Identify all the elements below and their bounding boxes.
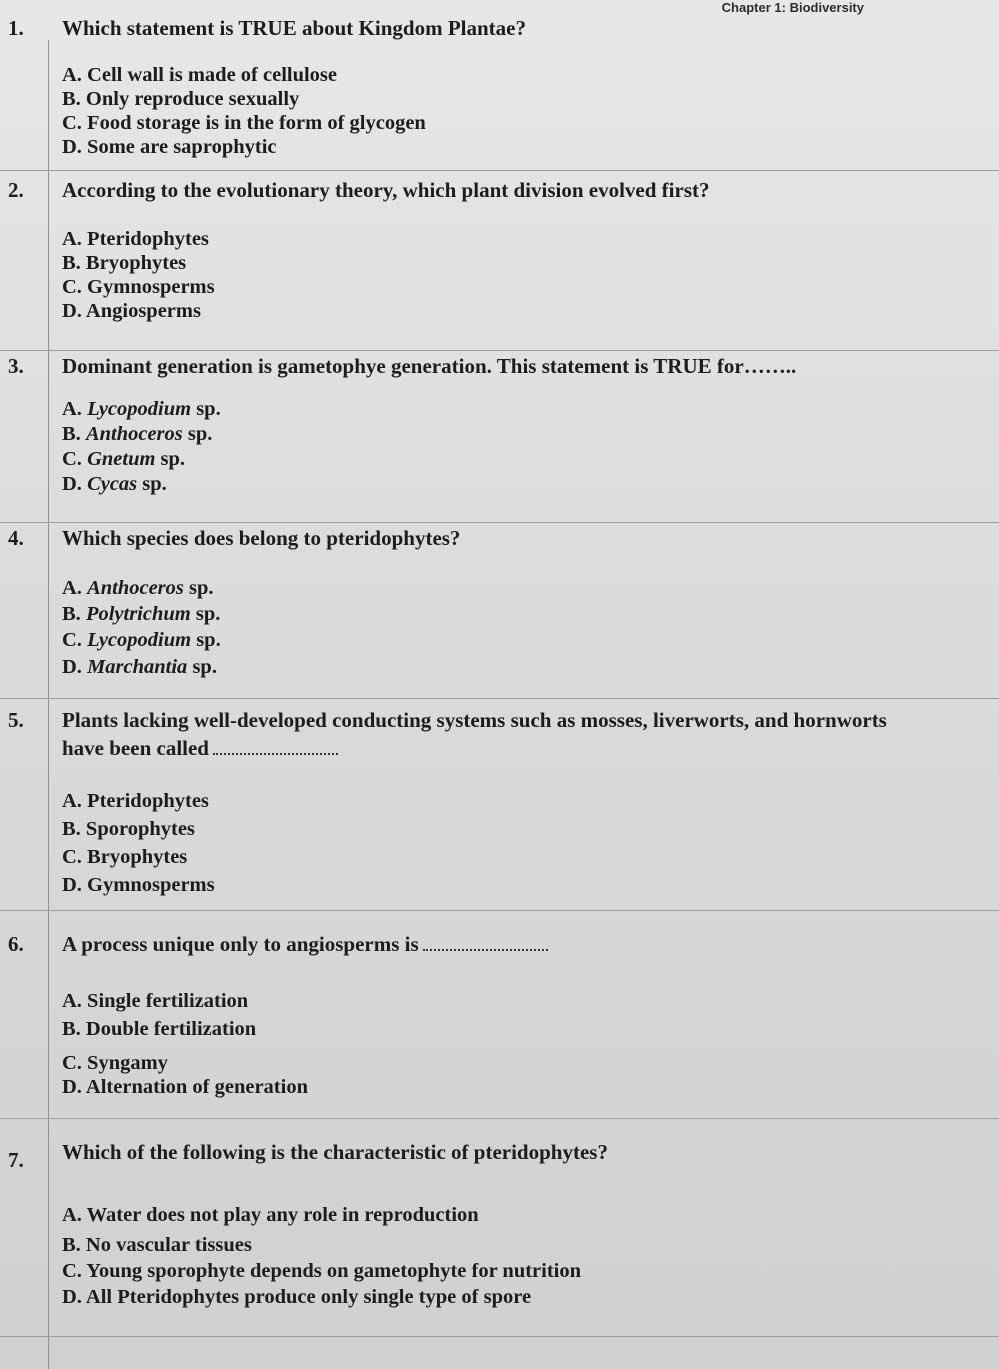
option-a: A. Cell wall is made of cellulose	[62, 64, 338, 86]
option-letter: B.	[62, 423, 81, 445]
option-letter: B.	[62, 603, 81, 625]
option-b: B. Bryophytes	[62, 252, 187, 274]
option-d: D. Alternation of generation	[62, 1076, 308, 1098]
answer-blank	[213, 739, 338, 755]
option-suffix: sp.	[142, 473, 167, 495]
option-b: B. Double fertilization	[62, 1018, 257, 1040]
question-7	[0, 1118, 999, 1337]
option-suffix: sp.	[189, 577, 214, 599]
option-b	[62, 423, 212, 446]
chapter-header: Chapter 1: Biodiversity	[721, 0, 864, 15]
question-text-line-2	[62, 736, 338, 761]
question-text: According to the evolutionary theory, which plant division evolved first?	[62, 178, 710, 202]
option-a: A. Pteridophytes	[62, 228, 209, 250]
question-6	[0, 910, 999, 1119]
option-d: D. All Pteridophytes produce only single type of spore	[62, 1286, 532, 1308]
option-letter: A.	[62, 577, 82, 599]
option-b: B. No vascular tissues	[62, 1234, 252, 1256]
question-text: Dominant generation is gametophye generation. This statement is TRUE for……..	[62, 354, 797, 378]
option-d	[62, 473, 167, 496]
option-genus: Polytrichum	[85, 603, 191, 625]
question-4	[0, 522, 999, 699]
option-genus: Lycopodium	[87, 398, 192, 420]
question-text: Plants lacking well-developed conducting systems such as mosses, liverworts, and hornworts	[62, 708, 887, 732]
question-text: A process unique only to angiosperms is	[62, 932, 419, 956]
question-number: 2.	[8, 178, 24, 202]
option-genus: Anthoceros	[85, 423, 183, 445]
question-2	[0, 170, 999, 351]
question-number: 7.	[8, 1148, 24, 1172]
option-suffix: sp.	[160, 448, 186, 470]
question-1	[0, 0, 999, 171]
option-c: C. Bryophytes	[62, 846, 188, 868]
option-c: C. Young sporophyte depends on gametophyte for nutrition	[62, 1260, 582, 1282]
option-a: A. Water does not play any role in reproduction	[62, 1204, 479, 1226]
option-genus: Marchantia	[87, 656, 188, 678]
answer-blank	[423, 935, 548, 951]
option-a: A. Single fertilization	[62, 990, 249, 1012]
question-text: Which statement is TRUE about Kingdom Plantae?	[62, 16, 526, 40]
option-suffix: sp.	[187, 423, 213, 445]
question-text: Which species does belong to pteridophytes?	[62, 526, 461, 550]
option-c: C. Gymnosperms	[62, 276, 215, 298]
option-c	[62, 448, 185, 471]
option-suffix: sp.	[195, 603, 221, 625]
question-5	[0, 698, 999, 911]
option-letter: D.	[62, 656, 82, 678]
option-c: C. Syngamy	[62, 1052, 168, 1074]
option-a	[62, 398, 221, 421]
option-d: D. Some are saprophytic	[62, 136, 277, 158]
option-c	[62, 629, 221, 652]
option-genus: Anthoceros	[87, 577, 184, 599]
option-genus: Lycopodium	[87, 629, 192, 651]
option-suffix: sp.	[196, 398, 221, 420]
question-number: 5.	[8, 708, 24, 732]
option-a: A. Pteridophytes	[62, 790, 209, 812]
option-letter: A.	[62, 398, 82, 420]
option-genus: Cycas	[87, 473, 138, 495]
option-d: D. Gymnosperms	[62, 874, 215, 896]
option-letter: D.	[62, 473, 82, 495]
question-number: 1.	[8, 16, 24, 40]
question-3	[0, 350, 999, 523]
option-letter: C.	[62, 629, 82, 651]
option-genus: Gnetum	[87, 448, 156, 470]
option-d: D. Angiosperms	[62, 300, 201, 322]
option-c: C. Food storage is in the form of glycogen	[62, 112, 426, 134]
option-a	[62, 577, 214, 600]
option-letter: C.	[62, 448, 82, 470]
question-number: 3.	[8, 354, 24, 378]
question-text: Which of the following is the characteristic of pteridophytes?	[62, 1140, 608, 1164]
question-text-continued: have been called	[62, 736, 209, 760]
option-suffix: sp.	[192, 656, 217, 678]
question-number: 6.	[8, 932, 24, 956]
option-d	[62, 656, 217, 679]
question-number: 4.	[8, 526, 24, 550]
option-b	[62, 603, 220, 626]
question-text-line	[62, 932, 548, 957]
option-suffix: sp.	[196, 629, 221, 651]
option-b: B. Only reproduce sexually	[62, 88, 300, 110]
option-b: B. Sporophytes	[62, 818, 195, 840]
